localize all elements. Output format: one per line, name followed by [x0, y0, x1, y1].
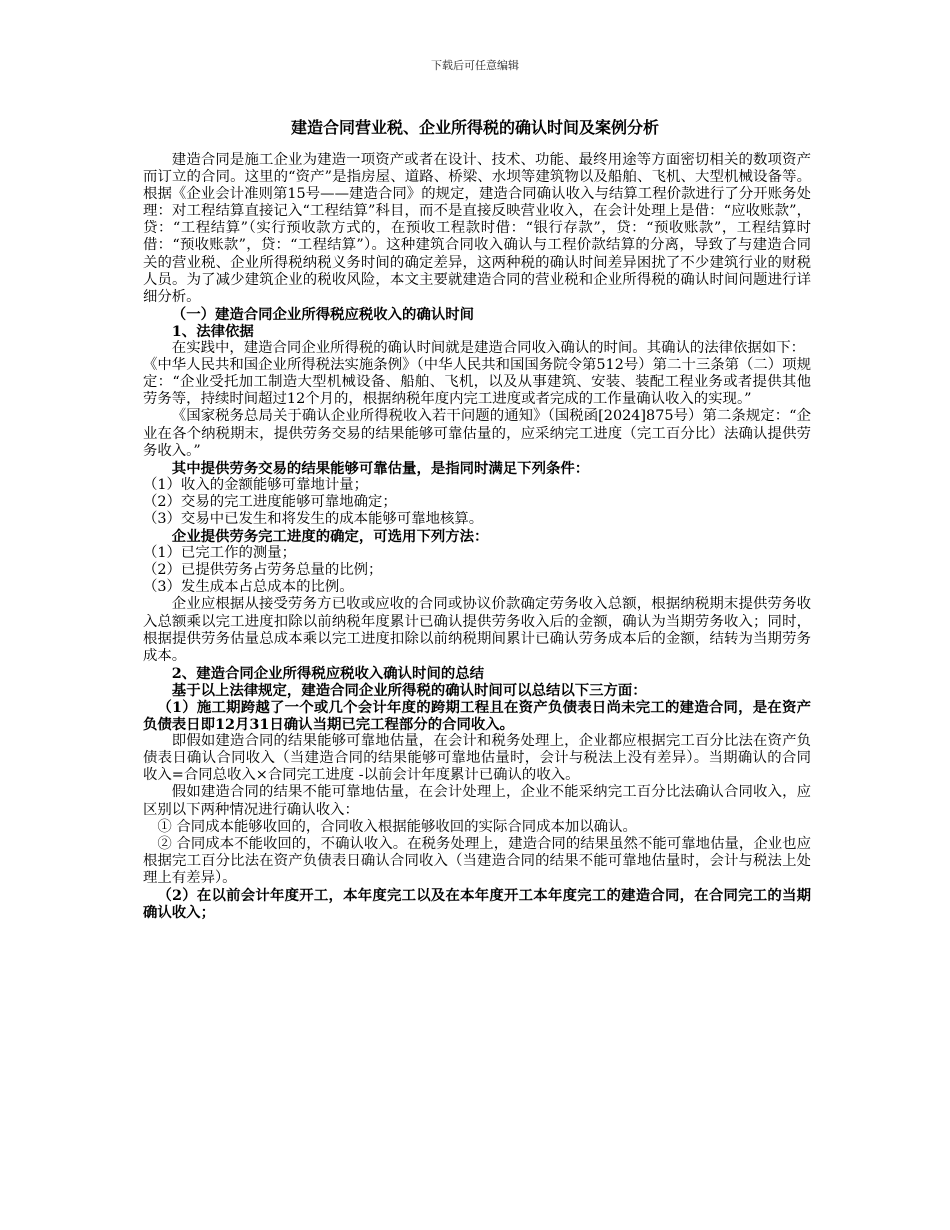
bold-statement: 基于以上法律规定，建造合同企业所得税的确认时间可以总结以下三方面： — [171, 681, 647, 699]
list-item: （3）交易中已发生和将发生的成本能够可靠地核算。 — [143, 510, 484, 527]
subsection-heading: 1、法律依据 — [171, 322, 254, 340]
list-item: （2）已提供劳务占劳务总量的比例； — [143, 562, 383, 579]
bold-statement: 其中提供劳务交易的结果能够可靠估量，是指同时满足下列条件： — [171, 459, 590, 477]
body-paragraph: 在实践中，建造合同企业所得税的确认时间就是建造合同收入确认的时间。其确认的法律依据如下： — [171, 340, 805, 357]
list-item: （1）已完工作的测量； — [143, 545, 297, 562]
list-item: （3）发生成本占总成本的比例。 — [143, 579, 354, 596]
list-item: ② 合同成本不能收回的，不确认收入。在税务处理上，建造合同的结果虽然不能可靠地估量，企业也应根据完工百分比法在资产负债表日确认合同收入（当建造合同的结果不能可靠地估量时，会计与税法上处理上有差异）。 — [143, 835, 811, 886]
body-paragraph: 《中华人民共和国企业所得税法实施条例》（中华人民共和国国务院令第512号）第二十三条第（二）项规定：“企业受托加工制造大型机械设备、船舶、飞机，以及从事建筑、安装、装配工程业务或者提供其他劳务等，持续时间超过12个月的，根据纳税年度内完工进度或者完成的工作量确认收入的实现。” — [143, 357, 811, 408]
document-body — [143, 152, 811, 921]
bold-statement: 企业提供劳务完工进度的确定，可选用下列方法： — [171, 528, 489, 546]
body-paragraph: 即假如建造合同的结果能够可靠地估量，在会计和税务处理上，企业都应根据完工百分比法在资产负债表日确认合同收入（当建造合同的结果能够可靠地估量时，会计与税法上没有差异）。当期确认的合同收入=合同总收入×合同完工进度 -以前会计年度累计已确认的收入。 — [143, 733, 811, 784]
section-heading: （一）建造合同企业所得税应税收入的确认时间 — [171, 305, 475, 323]
list-item: （2）交易的完工进度能够可靠地确定； — [143, 493, 397, 510]
body-paragraph: 假如建造合同的结果不能可靠地估量，在会计处理上，企业不能采纳完工百分比法确认合同收入，应区别以下两种情况进行确认收入： — [143, 784, 811, 818]
subsection-heading: 2、建造合同企业所得税应税收入确认时间的总结 — [171, 664, 485, 682]
document-title: 建造合同营业税、企业所得税的确认时间及案例分析 — [290, 118, 659, 137]
list-item: （1）收入的金额能够可靠地计量； — [143, 476, 369, 493]
body-paragraph: 企业应根据从接受劳务方已收或应收的合同或协议价款确定劳务收入总额，根据纳税期末提供劳务收入总额乘以完工进度扣除以前纳税年度累计已确认提供劳务收入后的金额，确认为当期劳务收入；同时，根据提供劳务估量总成本乘以完工进度扣除以前纳税期间累计已确认劳务成本后的金额，结转为当期劳务成本。 — [143, 596, 811, 664]
page-header: 下载后可任意编辑 — [431, 59, 519, 72]
body-paragraph: 《国家税务总局关于确认企业所得税收入若干问题的通知》（国税函[2024]875号）第二条规定：“企业在各个纳税期末，提供劳务交易的结果能够可靠估量的，应采纳完工进度（完工百分比）法确认提供劳务收入。” — [143, 408, 811, 459]
list-item: ① 合同成本能够收回的，合同收入根据能够收回的实际合同成本加以确认。 — [157, 818, 637, 835]
bold-statement: （1）施工期跨越了一个或几个会计年度的跨期工程且在资产负债表日尚未完工的建造合同，是在资产负债表日即12月31日确认当期已完工程部分的合同收入。 — [143, 699, 811, 734]
intro-paragraph: 建造合同是施工企业为建造一项资产或者在设计、技术、功能、最终用途等方面密切相关的数项资产而订立的合同。这里的“资产”是指房屋、道路、桥梁、水坝等建筑物以及船舶、飞机、大型机械设备等。根据《企业会计准则第15号——建造合同》的规定，建造合同确认收入与结算工程价款进行了分开账务处理：对工程结算直接记入“工程结算”科目，而不是直接反映营业收入，在会计处理上是借：“应收账款”，贷：“工程结算”（实行预收款方式的，在预收工程款时借：“银行存款”，贷：“预收账款”，工程结算时借：“预收账款”，贷：“工程结算”）。这种建筑合同收入确认与工程价款结算的分离，导致了与建造合同关的营业税、企业所得税纳税义务时间的确定差异，这两种税的确认时间差异困扰了不少建筑行业的财税人员。为了减少建筑企业的税收风险，本文主要就建造合同的营业税和企业所得税的确认时间问题进行详细分析。 — [143, 152, 811, 305]
bold-statement: （2）在以前会计年度开工，本年度完工以及在本年度开工本年度完工的建造合同，在合同完工的当期确认收入； — [143, 887, 811, 922]
